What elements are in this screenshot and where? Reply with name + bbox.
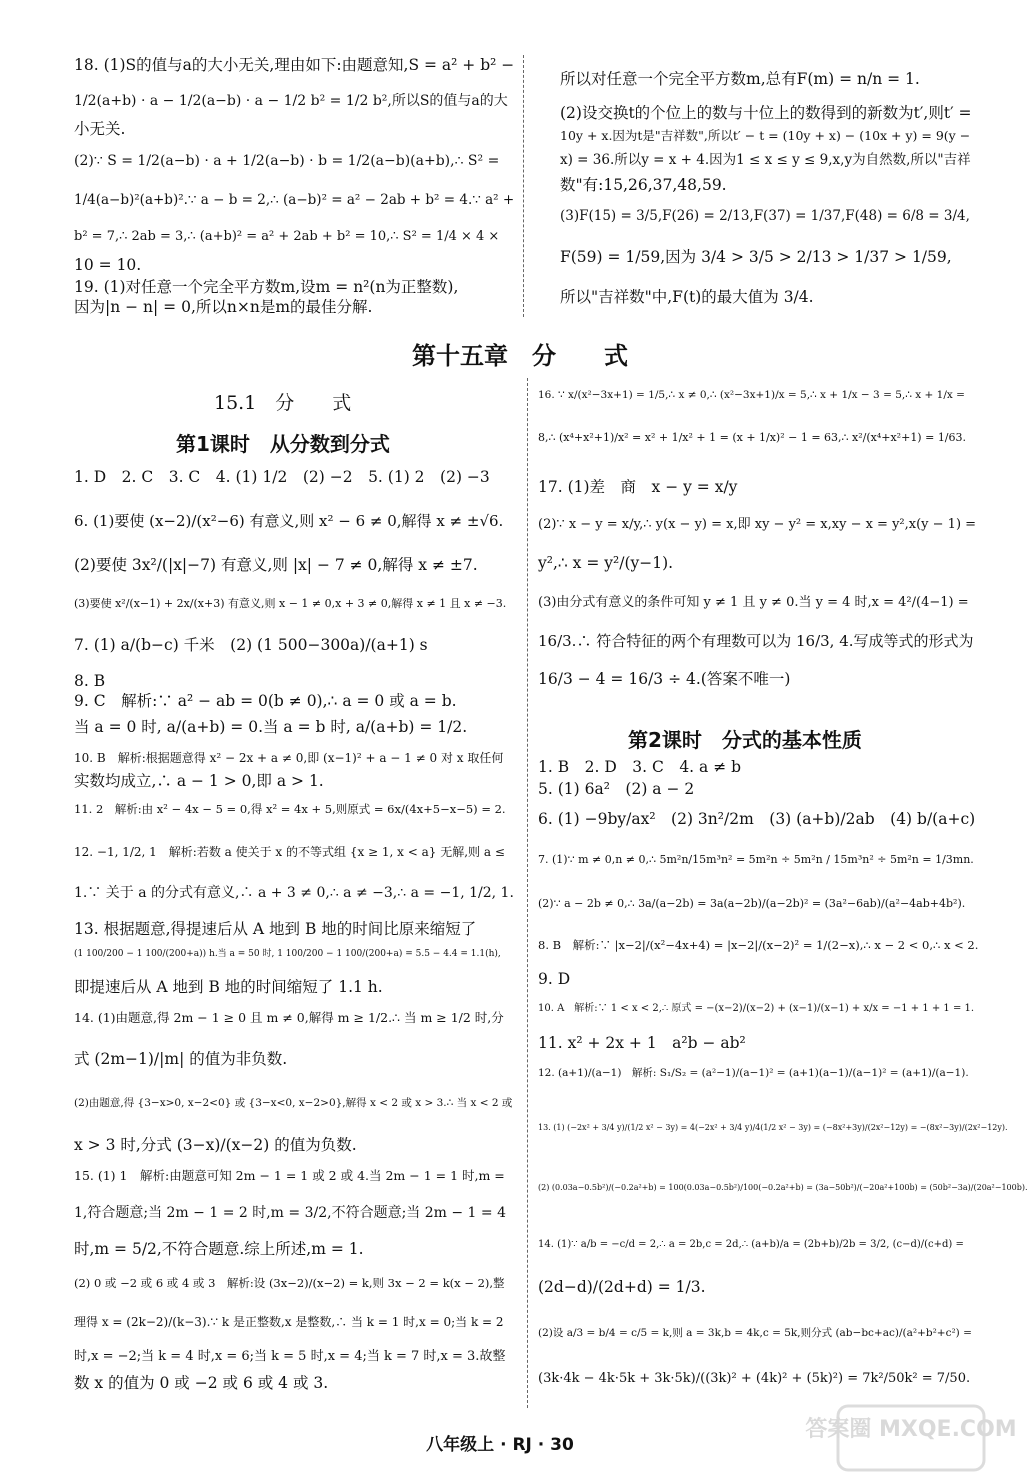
text-line: (3k·4k − 4k·5k + 3k·5k)/((3k)² + (4k)² + (5k)²) = 7k²/50k² = 7/50. bbox=[538, 1371, 971, 1386]
text-line: (3)F(15) = 3/5,F(26) = 2/13,F(37) = 1/37,F(48) = 6/8 = 3/4, bbox=[560, 208, 970, 224]
text-line: 8. B 解析:∵ |x−2|/(x²−4x+4) = |x−2|/(x−2)² = 1/(2−x),∴ x − 2 < 0,∴ x < 2. bbox=[538, 938, 979, 952]
text-line: 8. B bbox=[74, 672, 106, 690]
text-line: 即提速后从 A 地到 B 地的时间缩短了 1.1 h. bbox=[74, 978, 383, 996]
bottom-right-column-a bbox=[538, 390, 978, 710]
text-line: 6. (1)要使 (x−2)/(x²−6) 有意义,则 x² − 6 ≠ 0,解得 x ≠ ±√6. bbox=[74, 512, 504, 530]
text-line: (2) 0 或 −2 或 6 或 4 或 3 解析:设 (3x−2)/(x−2) = k,则 3x − 2 = k(x − 2),整 bbox=[74, 1276, 505, 1290]
text-line: 10y + x.因为t是"吉祥数",所以t′ − t = (10y + x) − (10x + y) = 9(y − bbox=[560, 128, 971, 143]
text-line: (2d−d)/(2d+d) = 1/3. bbox=[538, 1278, 706, 1296]
text-line: (2)∵ x − y = x/y,∴ y(x − y) = x,即 xy − y² = x,xy − x = y²,x(y − 1) = bbox=[538, 517, 977, 532]
text-line: (2) (0.03a−0.5b²)/(−0.2a²+b) = 100(0.03a−0.5b²)/100(−0.2a²+b) = (3a−50b²)/(−20a²+100b) = (50b²−3a)/(20a²−100b). bbox=[538, 1183, 1028, 1192]
watermark-text: 答案圈 MXQE.COM bbox=[805, 1417, 1017, 1442]
text-line: 10. A 解析:∵ 1 < x < 2,∴ 原式 = −(x−2)/(x−2) + (x−1)/(x−1) + x/x = −1 + 1 + 1 = 1. bbox=[538, 1003, 975, 1014]
text-line: 1,符合题意;当 2m − 1 = 2 时,m = 3/2,不符合题意;当 2m − 1 = 4 bbox=[74, 1205, 506, 1221]
text-line: (1 100/200 − 1 100/(200+a)) h.当 a = 50 时, 1 100/200 − 1 100/(200+a) = 5.5 − 4.4 = 1.1(h), bbox=[74, 949, 501, 959]
text-line: (2)要使 3x²/(|x|−7) 有意义,则 |x| − 7 ≠ 0,解得 x ≠ ±7. bbox=[74, 556, 478, 574]
text-line: 1/4(a−b)²(a+b)².∵ a − b = 2,∴ (a−b)² = a² − 2ab + b² = 4.∵ a² + bbox=[74, 192, 515, 208]
text-line: 时,x = −2;当 k = 4 时,x = 6;当 k = 5 时,x = 4;当 k = 7 时,x = 3.故整 bbox=[74, 1349, 506, 1364]
text-line: 14. (1)∵ a/b = −c/d = 2,∴ a = 2b,c = 2d,∴ (a+b)/a = (2b+b)/2b = 3/2, (c−d)/(c+d) = bbox=[538, 1239, 964, 1250]
text-line: (2)∵ a − 2b ≠ 0,∴ 3a/(a−2b) = 3a(a−2b)/(a−2b)² = (3a²−6ab)/(a²−4ab+4b²). bbox=[538, 897, 966, 910]
text-line: 1. D 2. C 3. C 4. (1) 1/2 (2) −2 5. (1) 2 (2) −3 bbox=[74, 468, 490, 486]
text-line: 8,∴ (x⁴+x²+1)/x² = x² + 1/x² + 1 = (x + 1/x)² − 1 = 63,∴ x²/(x⁴+x²+1) = 1/63. bbox=[538, 431, 967, 444]
text-line: 5. (1) 6a² (2) a − 2 bbox=[538, 780, 695, 798]
text-line: 数 x 的值为 0 或 −2 或 6 或 4 或 3. bbox=[74, 1374, 329, 1392]
text-line: 17. (1)差 商 x − y = x/y bbox=[538, 478, 738, 496]
section-title: 15.1 分 式 bbox=[214, 392, 352, 414]
lesson-title-1: 第1课时 从分数到分式 bbox=[176, 432, 390, 456]
text-line: 13. 根据题意,得提速后从 A 地到 B 地的时间比原来缩短了 bbox=[74, 920, 477, 938]
text-line: 6. (1) −9by/ax² (2) 3n²/2m (3) (a+b)/2ab (4) b/(a+c) bbox=[538, 810, 976, 828]
text-line: 理得 x = (2k−2)/(k−3).∵ k 是正整数,x 是整数,∴ 当 k = 1 时,x = 0;当 k = 2 bbox=[74, 1315, 504, 1329]
chapter-title: 第十五章 分 式 bbox=[412, 342, 628, 370]
text-line: 所以"吉祥数"中,F(t)的最大值为 3/4. bbox=[560, 288, 814, 306]
text-line: y²,∴ x = y²/(y−1). bbox=[538, 554, 674, 572]
text-line: 所以对任意一个完全平方数m,总有F(m) = n/n = 1. bbox=[560, 70, 920, 88]
text-line: 12. (a+1)/(a−1) 解析: S₁/S₂ = (a²−1)/(a−1)² = (a+1)(a−1)/(a−1)² = (a+1)/(a−1). bbox=[538, 1067, 969, 1079]
top-right-column bbox=[560, 72, 980, 312]
top-column-divider bbox=[523, 55, 524, 317]
page-footer: 八年级上 · RJ · 30 bbox=[426, 1435, 574, 1455]
text-line: 因为|n − n| = 0,所以n×n是m的最佳分解. bbox=[74, 298, 373, 316]
text-line: 16/3 − 4 = 16/3 ÷ 4.(答案不唯一) bbox=[538, 670, 791, 688]
text-line: 式 (2m−1)/|m| 的值为非负数. bbox=[74, 1050, 288, 1068]
text-line: 18. (1)S的值与a的大小无关,理由如下:由题意知,S = a² + b² − bbox=[74, 56, 515, 74]
top-left-column bbox=[74, 58, 514, 318]
text-line: x > 3 时,分式 (3−x)/(x−2) 的值为负数. bbox=[74, 1136, 357, 1154]
text-line: 16. ∵ x/(x²−3x+1) = 1/5,∴ x ≠ 0,∴ (x²−3x+1)/x = 5,∴ x + 1/x − 3 = 5,∴ x + 1/x = bbox=[538, 389, 965, 401]
text-line: 实数均成立,∴ a − 1 > 0,即 a > 1. bbox=[74, 772, 324, 790]
text-line: 9. D bbox=[538, 970, 571, 988]
text-line: 12. −1, 1/2, 1 解析:若数 a 使关于 x 的不等式组 {x ≥ 1, x < a} 无解,则 a ≤ bbox=[74, 845, 505, 859]
text-line: (2)由题意,得 {3−x>0, x−2<0} 或 {3−x<0, x−2>0},解得 x < 2 或 x > 3.∴ 当 x < 2 或 bbox=[74, 1097, 513, 1109]
text-line: 19. (1)对任意一个完全平方数m,设m = n²(n为正整数), bbox=[74, 278, 459, 296]
text-line: 1. B 2. D 3. C 4. a ≠ b bbox=[538, 758, 742, 776]
text-line: 数"有:15,26,37,48,59. bbox=[560, 176, 727, 194]
text-line: 1.∵ 关于 a 的分式有意义,∴ a + 3 ≠ 0,∴ a ≠ −3,∴ a = −1, 1/2, 1. bbox=[74, 885, 514, 901]
text-line: 15. (1) 1 解析:由题意可知 2m − 1 = 1 或 2 或 4.当 2m − 1 = 1 时,m = bbox=[74, 1168, 505, 1183]
text-line: 11. x² + 2x + 1 a²b − ab² bbox=[538, 1034, 746, 1052]
bottom-right-column-b bbox=[538, 758, 1028, 1400]
text-line: 当 a = 0 时, a/(a+b) = 0.当 a = b 时, a/(a+b) = 1/2. bbox=[74, 718, 468, 736]
text-line: 13. (1) (−2x² + 3/4 y)/(1/2 x² − 3y) = 4(−2x² + 3/4 y)/4(1/2 x² − 3y) = (−8x²+3y)/(2x²−12y) = −(8x²−3y)/(2x²−12y). bbox=[538, 1123, 1008, 1132]
text-line: 时,m = 5/2,不符合题意.综上所述,m = 1. bbox=[74, 1240, 364, 1258]
text-line: b² = 7,∴ 2ab = 3,∴ (a+b)² = a² + 2ab + b² = 10,∴ S² = 1/4 × 4 × bbox=[74, 229, 500, 244]
text-line: 7. (1) a/(b−c) 千米 (2) (1 500−300a)/(a+1) s bbox=[74, 636, 428, 654]
text-line: 9. C 解析:∵ a² − ab = 0(b ≠ 0),∴ a = 0 或 a = b. bbox=[74, 692, 457, 710]
text-line: 14. (1)由题意,得 2m − 1 ≥ 0 且 m ≠ 0,解得 m ≥ 1/2.∴ 当 m ≥ 1/2 时,分 bbox=[74, 1010, 504, 1025]
text-line: 11. 2 解析:由 x² − 4x − 5 = 0,得 x² = 4x + 5,则原式 = 6x/(4x+5−x−5) = 2. bbox=[74, 802, 506, 816]
bottom-left-column bbox=[74, 470, 514, 1400]
bottom-column-divider bbox=[527, 378, 528, 1408]
text-line: x) = 36.所以y = x + 4.因为1 ≤ x ≤ y ≤ 9,x,y为自然数,所以"吉祥 bbox=[560, 152, 971, 168]
text-line: 16/3.∴ 符合特征的两个有理数可以为 16/3, 4.写成等式的形式为 bbox=[538, 632, 974, 650]
text-line: 10. B 解析:根据题意得 x² − 2x + a ≠ 0,即 (x−1)² + a − 1 ≠ 0 对 x 取任何 bbox=[74, 751, 504, 765]
lesson-title-2: 第2课时 分式的基本性质 bbox=[628, 728, 862, 752]
text-line: 10 = 10. bbox=[74, 256, 142, 274]
text-line: (2)设交换t的个位上的数与十位上的数得到的新数为t′,则t′ = bbox=[560, 104, 972, 122]
text-line: F(59) = 1/59,因为 3/4 > 3/5 > 2/13 > 1/37 > 1/59, bbox=[560, 248, 952, 266]
watermark-logo bbox=[805, 1404, 1017, 1472]
text-line: (3)由分式有意义的条件可知 y ≠ 1 且 y ≠ 0.当 y = 4 时,x = 4²/(4−1) = bbox=[538, 595, 969, 610]
text-line: 7. (1)∵ m ≠ 0,n ≠ 0,∴ 5m²n/15m³n² = 5m²n ÷ 5m²n / 15m³n² ÷ 5m²n = 1/3mn. bbox=[538, 853, 974, 866]
text-line: 小无关. bbox=[74, 120, 126, 138]
text-line: (3)要使 x²/(x−1) + 2x/(x+3) 有意义,则 x − 1 ≠ 0,x + 3 ≠ 0,解得 x ≠ 1 且 x ≠ −3. bbox=[74, 597, 507, 610]
text-line: 1/2(a+b) · a − 1/2(a−b) · a − 1/2 b² = 1/2 b²,所以S的值与a的大 bbox=[74, 93, 508, 109]
text-line: (2)设 a/3 = b/4 = c/5 = k,则 a = 3k,b = 4k,c = 5k,则分式 (ab−bc+ac)/(a²+b²+c²) = bbox=[538, 1327, 972, 1339]
text-line: (2)∵ S = 1/2(a−b) · a + 1/2(a−b) · b = 1/2(a−b)(a+b),∴ S² = bbox=[74, 153, 500, 169]
